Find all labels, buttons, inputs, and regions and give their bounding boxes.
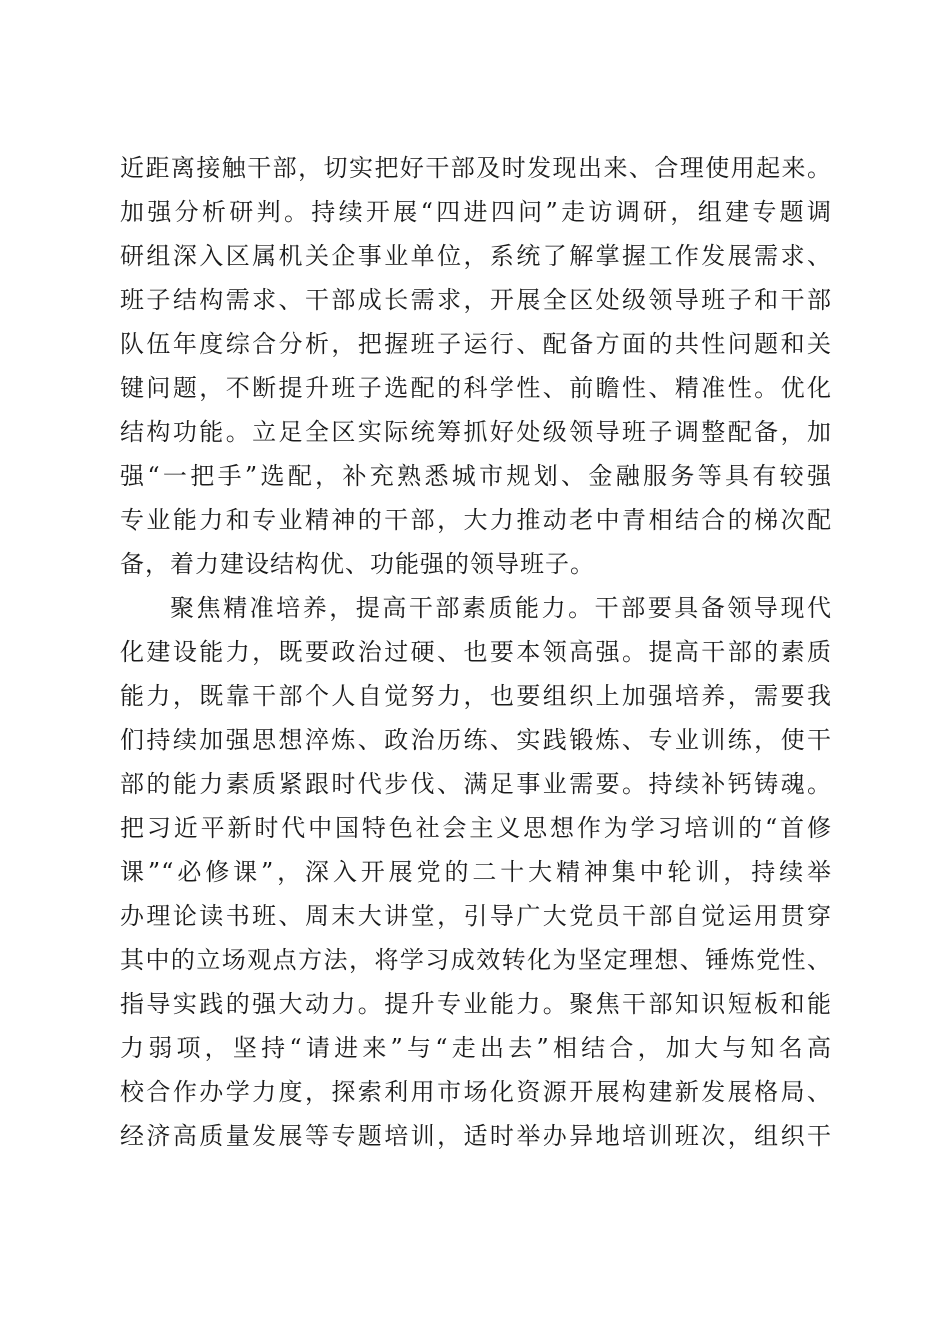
text-line: 队伍年度综合分析，把握班子运行、配备方面的共性问题和关 — [120, 330, 832, 358]
paragraph-2 — [120, 586, 832, 1158]
paragraph-1 — [120, 146, 832, 586]
text-line: 专业能力和专业精神的干部，大力推动老中青相结合的梯次配 — [120, 506, 832, 534]
text-line: 办理论读书班、周末大讲堂，引导广大党员干部自觉运用贯穿 — [120, 902, 832, 930]
text-line: 加强分析研判。持续开展“四进四问”走访调研，组建专题调 — [120, 198, 832, 226]
text-line: 能力，既靠干部个人自觉努力，也要组织上加强培养，需要我 — [120, 682, 832, 710]
text-line: 班子结构需求、干部成长需求，开展全区处级领导班子和干部 — [120, 286, 832, 314]
text-line: 强“一把手”选配，补充熟悉城市规划、金融服务等具有较强 — [120, 462, 832, 490]
text-line: 把习近平新时代中国特色社会主义思想作为学习培训的“首修 — [120, 814, 832, 842]
text-line: 课”“必修课”，深入开展党的二十大精神集中轮训，持续举 — [120, 858, 832, 886]
text-line: 聚焦精准培养，提高干部素质能力。干部要具备领导现代 — [170, 594, 832, 622]
text-line: 力弱项，坚持“请进来”与“走出去”相结合，加大与知名高 — [120, 1034, 832, 1062]
text-line: 们持续加强思想淬炼、政治历练、实践锻炼、专业训练，使干 — [120, 726, 832, 754]
document-body — [120, 146, 832, 1158]
text-line: 化建设能力，既要政治过硬、也要本领高强。提高干部的素质 — [120, 638, 832, 666]
text-line: 结构功能。立足全区实际统筹抓好处级领导班子调整配备，加 — [120, 418, 832, 446]
text-line: 备，着力建设结构优、功能强的领导班子。 — [120, 550, 595, 578]
text-line: 校合作办学力度，探索利用市场化资源开展构建新发展格局、 — [120, 1078, 832, 1106]
text-line: 其中的立场观点方法，将学习成效转化为坚定理想、锤炼党性、 — [120, 946, 832, 974]
text-line: 部的能力素质紧跟时代步伐、满足事业需要。持续补钙铸魂。 — [120, 770, 832, 798]
text-line: 键问题，不断提升班子选配的科学性、前瞻性、精准性。优化 — [120, 374, 832, 402]
text-line: 近距离接触干部，切实把好干部及时发现出来、合理使用起来。 — [120, 154, 832, 182]
text-line: 经济高质量发展等专题培训，适时举办异地培训班次，组织干 — [120, 1122, 832, 1150]
text-line: 指导实践的强大动力。提升专业能力。聚焦干部知识短板和能 — [120, 990, 832, 1018]
text-line: 研组深入区属机关企事业单位，系统了解掌握工作发展需求、 — [120, 242, 832, 270]
